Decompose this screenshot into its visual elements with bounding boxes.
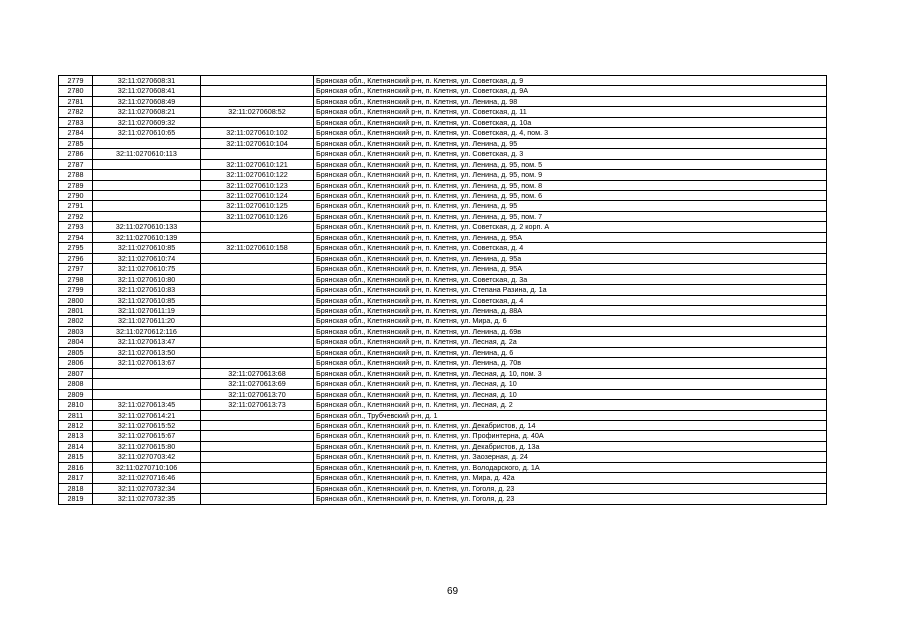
parent-cadastral-number-cell (201, 431, 314, 441)
page-number: 69 (446, 586, 459, 597)
cadastral-number-cell: 32:11:0270615:52 (93, 420, 201, 430)
cadastral-number-cell: 32:11:0270610:74 (93, 253, 201, 263)
address-cell: Брянская обл., Клетнянский р-н, п. Клетня, ул. Советская, д. 4 (314, 295, 827, 305)
parent-cadastral-number-cell: 32:11:0270613:70 (201, 389, 314, 399)
address-cell: Брянская обл., Клетнянский р-н, п. Клетня, ул. Мира, д. 6 (314, 316, 827, 326)
table-row (59, 222, 827, 232)
address-cell: Брянская обл., Клетнянский р-н, п. Клетня, ул. Гоголя, д. 23 (314, 483, 827, 493)
table-row (59, 431, 827, 441)
parent-cadastral-number-cell (201, 295, 314, 305)
row-number-cell: 2809 (59, 389, 93, 399)
parent-cadastral-number-cell (201, 326, 314, 336)
table-row (59, 96, 827, 106)
address-cell: Брянская обл., Клетнянский р-н, п. Клетня, ул. Лесная, д. 2 (314, 400, 827, 410)
address-cell: Брянская обл., Клетнянский р-н, п. Клетня, ул. Ленина, д. 69в (314, 326, 827, 336)
parent-cadastral-number-cell (201, 253, 314, 263)
table-row (59, 107, 827, 117)
row-number-cell: 2784 (59, 128, 93, 138)
table-row (59, 201, 827, 211)
address-cell: Брянская обл., Клетнянский р-н, п. Клетня, ул. Советская, д. 11 (314, 107, 827, 117)
cadastral-number-cell (93, 389, 201, 399)
parent-cadastral-number-cell (201, 285, 314, 295)
row-number-cell: 2788 (59, 170, 93, 180)
table-row (59, 326, 827, 336)
row-number-cell: 2813 (59, 431, 93, 441)
table-row (59, 243, 827, 253)
address-cell: Брянская обл., Клетнянский р-н, п. Клетня, ул. Ленина, д. 95 (314, 201, 827, 211)
row-number-cell: 2797 (59, 264, 93, 274)
parent-cadastral-number-cell: 32:11:0270610:126 (201, 211, 314, 221)
table-row (59, 337, 827, 347)
row-number-cell: 2802 (59, 316, 93, 326)
cadastral-number-cell (93, 368, 201, 378)
row-number-cell: 2780 (59, 86, 93, 96)
parent-cadastral-number-cell (201, 96, 314, 106)
parent-cadastral-number-cell (201, 264, 314, 274)
address-cell: Брянская обл., Клетнянский р-н, п. Клетня, ул. Советская, д. 4 (314, 243, 827, 253)
row-number-cell: 2783 (59, 117, 93, 127)
cadastral-number-cell (93, 159, 201, 169)
row-number-cell: 2818 (59, 483, 93, 493)
cadastral-number-cell: 32:11:0270732:34 (93, 483, 201, 493)
address-cell: Брянская обл., Клетнянский р-н, п. Клетня, ул. Ленина, д. 95, пом. 6 (314, 190, 827, 200)
parent-cadastral-number-cell (201, 232, 314, 242)
table-row (59, 76, 827, 86)
cadastral-number-cell: 32:11:0270611:20 (93, 316, 201, 326)
row-number-cell: 2817 (59, 473, 93, 483)
cadastral-number-cell: 32:11:0270608:31 (93, 76, 201, 86)
parent-cadastral-number-cell (201, 494, 314, 504)
parent-cadastral-number-cell: 32:11:0270610:121 (201, 159, 314, 169)
cadastral-number-cell (93, 180, 201, 190)
parent-cadastral-number-cell (201, 222, 314, 232)
address-cell: Брянская обл., Клетнянский р-н, п. Клетня, ул. Ленина, д. 95А (314, 232, 827, 242)
table-row (59, 190, 827, 200)
row-number-cell: 2806 (59, 358, 93, 368)
parent-cadastral-number-cell (201, 337, 314, 347)
parent-cadastral-number-cell: 32:11:0270610:104 (201, 138, 314, 148)
address-cell: Брянская обл., Клетнянский р-н, п. Клетня, ул. Гоголя, д. 23 (314, 494, 827, 504)
cadastral-number-cell: 32:11:0270610:85 (93, 243, 201, 253)
table-row (59, 149, 827, 159)
cadastral-number-cell: 32:11:0270615:67 (93, 431, 201, 441)
address-cell: Брянская обл., Клетнянский р-н, п. Клетня, ул. Мира, д. 42а (314, 473, 827, 483)
cadastral-number-cell (93, 379, 201, 389)
row-number-cell: 2785 (59, 138, 93, 148)
row-number-cell: 2812 (59, 420, 93, 430)
row-number-cell: 2789 (59, 180, 93, 190)
table-row (59, 180, 827, 190)
address-cell: Брянская обл., Клетнянский р-н, п. Клетня, ул. Степана Разина, д. 1а (314, 285, 827, 295)
table-row (59, 410, 827, 420)
table-row (59, 462, 827, 472)
table-row (59, 347, 827, 357)
address-cell: Брянская обл., Клетнянский р-н, п. Клетня, ул. Ленина, д. 95, пом. 8 (314, 180, 827, 190)
address-cell: Брянская обл., Клетнянский р-н, п. Клетня, ул. Советская, д. 9 (314, 76, 827, 86)
table-row (59, 494, 827, 504)
cadastral-number-cell: 32:11:0270703:42 (93, 452, 201, 462)
cadastral-number-cell: 32:11:0270732:35 (93, 494, 201, 504)
parent-cadastral-number-cell: 32:11:0270613:73 (201, 400, 314, 410)
parent-cadastral-number-cell (201, 420, 314, 430)
row-number-cell: 2798 (59, 274, 93, 284)
table-row (59, 473, 827, 483)
address-cell: Брянская обл., Клетнянский р-н, п. Клетня, ул. Декабристов, д. 13а (314, 441, 827, 451)
row-number-cell: 2815 (59, 452, 93, 462)
address-cell: Брянская обл., Клетнянский р-н, п. Клетня, ул. Ленина, д. 98 (314, 96, 827, 106)
row-number-cell: 2805 (59, 347, 93, 357)
table-row (59, 253, 827, 263)
address-cell: Брянская обл., Клетнянский р-н, п. Клетня, ул. Лесная, д. 10 (314, 389, 827, 399)
table-row (59, 264, 827, 274)
parent-cadastral-number-cell (201, 305, 314, 315)
parent-cadastral-number-cell (201, 86, 314, 96)
cadastral-number-cell: 32:11:0270710:106 (93, 462, 201, 472)
table-row (59, 358, 827, 368)
parent-cadastral-number-cell: 32:11:0270608:52 (201, 107, 314, 117)
address-cell: Брянская обл., Клетнянский р-н, п. Клетня, ул. Лесная, д. 2а (314, 337, 827, 347)
cadastral-number-cell: 32:11:0270611:19 (93, 305, 201, 315)
address-cell: Брянская обл., Клетнянский р-н, п. Клетня, ул. Советская, д. 9А (314, 86, 827, 96)
row-number-cell: 2810 (59, 400, 93, 410)
table-row (59, 400, 827, 410)
parent-cadastral-number-cell (201, 347, 314, 357)
cadastral-number-cell: 32:11:0270610:139 (93, 232, 201, 242)
cadastral-number-cell: 32:11:0270610:85 (93, 295, 201, 305)
parent-cadastral-number-cell (201, 76, 314, 86)
table-row (59, 420, 827, 430)
cadastral-number-cell: 32:11:0270612:116 (93, 326, 201, 336)
address-cell: Брянская обл., Клетнянский р-н, п. Клетня, ул. Советская, д. 3а (314, 274, 827, 284)
row-number-cell: 2795 (59, 243, 93, 253)
cadastral-number-cell: 32:11:0270609:32 (93, 117, 201, 127)
row-number-cell: 2808 (59, 379, 93, 389)
cadastral-number-cell: 32:11:0270608:49 (93, 96, 201, 106)
cadastral-number-cell: 32:11:0270608:41 (93, 86, 201, 96)
parent-cadastral-number-cell (201, 462, 314, 472)
address-cell: Брянская обл., Клетнянский р-н, п. Клетня, ул. Ленина, д. 95, пом. 5 (314, 159, 827, 169)
cadastral-number-cell: 32:11:0270610:133 (93, 222, 201, 232)
address-cell: Брянская обл., Клетнянский р-н, п. Клетня, ул. Ленина, д. 95, пом. 7 (314, 211, 827, 221)
table-row (59, 232, 827, 242)
cadastral-number-cell: 32:11:0270610:113 (93, 149, 201, 159)
parent-cadastral-number-cell (201, 410, 314, 420)
row-number-cell: 2782 (59, 107, 93, 117)
address-cell: Брянская обл., Клетнянский р-н, п. Клетня, ул. Ленина, д. 95а (314, 253, 827, 263)
cadastral-number-cell: 32:11:0270615:80 (93, 441, 201, 451)
cadastral-number-cell: 32:11:0270610:75 (93, 264, 201, 274)
parent-cadastral-number-cell: 32:11:0270610:124 (201, 190, 314, 200)
parent-cadastral-number-cell (201, 483, 314, 493)
cadastral-number-cell: 32:11:0270613:45 (93, 400, 201, 410)
address-cell: Брянская обл., Клетнянский р-н, п. Клетня, ул. Заозерная, д. 24 (314, 452, 827, 462)
address-cell: Брянская обл., Клетнянский р-н, п. Клетня, ул. Декабристов, д. 14 (314, 420, 827, 430)
table-row (59, 138, 827, 148)
row-number-cell: 2801 (59, 305, 93, 315)
cadastral-number-cell: 32:11:0270610:65 (93, 128, 201, 138)
row-number-cell: 2786 (59, 149, 93, 159)
cadastral-number-cell: 32:11:0270608:21 (93, 107, 201, 117)
cadastral-number-cell: 32:11:0270610:83 (93, 285, 201, 295)
cadastral-number-cell: 32:11:0270613:50 (93, 347, 201, 357)
row-number-cell: 2819 (59, 494, 93, 504)
table-row (59, 170, 827, 180)
property-table-body (59, 76, 827, 505)
table-row (59, 274, 827, 284)
row-number-cell: 2796 (59, 253, 93, 263)
row-number-cell: 2804 (59, 337, 93, 347)
parent-cadastral-number-cell (201, 441, 314, 451)
address-cell: Брянская обл., Клетнянский р-н, п. Клетня, ул. Советская, д. 4, пом. 3 (314, 128, 827, 138)
parent-cadastral-number-cell: 32:11:0270613:68 (201, 368, 314, 378)
row-number-cell: 2781 (59, 96, 93, 106)
parent-cadastral-number-cell: 32:11:0270610:122 (201, 170, 314, 180)
table-row (59, 117, 827, 127)
address-cell: Брянская обл., Трубчевский р-н, д. 1 (314, 410, 827, 420)
table-row (59, 379, 827, 389)
address-cell: Брянская обл., Клетнянский р-н, п. Клетня, ул. Лесная, д. 10, пом. 3 (314, 368, 827, 378)
address-cell: Брянская обл., Клетнянский р-н, п. Клетня, ул. Ленина, д. 95, пом. 9 (314, 170, 827, 180)
parent-cadastral-number-cell: 32:11:0270610:158 (201, 243, 314, 253)
address-cell: Брянская обл., Клетнянский р-н, п. Клетня, ул. Советская, д. 10а (314, 117, 827, 127)
row-number-cell: 2816 (59, 462, 93, 472)
parent-cadastral-number-cell: 32:11:0270613:69 (201, 379, 314, 389)
address-cell: Брянская обл., Клетнянский р-н, п. Клетня, ул. Ленина, д. 6 (314, 347, 827, 357)
table-row (59, 389, 827, 399)
table-row (59, 316, 827, 326)
address-cell: Брянская обл., Клетнянский р-н, п. Клетня, ул. Ленина, д. 95А (314, 264, 827, 274)
parent-cadastral-number-cell (201, 316, 314, 326)
parent-cadastral-number-cell (201, 149, 314, 159)
cadastral-number-cell (93, 211, 201, 221)
row-number-cell: 2799 (59, 285, 93, 295)
table-row (59, 295, 827, 305)
cadastral-number-cell (93, 201, 201, 211)
table-row (59, 128, 827, 138)
cadastral-number-cell: 32:11:0270613:47 (93, 337, 201, 347)
address-cell: Брянская обл., Клетнянский р-н, п. Клетня, ул. Ленина, д. 70в (314, 358, 827, 368)
address-cell: Брянская обл., Клетнянский р-н, п. Клетня, ул. Советская, д. 2 корп. А (314, 222, 827, 232)
parent-cadastral-number-cell (201, 117, 314, 127)
row-number-cell: 2794 (59, 232, 93, 242)
table-row (59, 368, 827, 378)
table-row (59, 285, 827, 295)
table-row (59, 86, 827, 96)
row-number-cell: 2790 (59, 190, 93, 200)
row-number-cell: 2792 (59, 211, 93, 221)
cadastral-number-cell (93, 138, 201, 148)
table-row (59, 441, 827, 451)
row-number-cell: 2787 (59, 159, 93, 169)
address-cell: Брянская обл., Клетнянский р-н, п. Клетня, ул. Профинтерна, д. 40А (314, 431, 827, 441)
parent-cadastral-number-cell: 32:11:0270610:125 (201, 201, 314, 211)
row-number-cell: 2803 (59, 326, 93, 336)
row-number-cell: 2779 (59, 76, 93, 86)
table-row (59, 483, 827, 493)
table-row (59, 305, 827, 315)
table-row (59, 159, 827, 169)
cadastral-number-cell: 32:11:0270610:80 (93, 274, 201, 284)
table-row (59, 452, 827, 462)
cadastral-number-cell (93, 190, 201, 200)
property-table (58, 75, 827, 505)
address-cell: Брянская обл., Клетнянский р-н, п. Клетня, ул. Советская, д. 3 (314, 149, 827, 159)
parent-cadastral-number-cell: 32:11:0270610:102 (201, 128, 314, 138)
cadastral-number-cell: 32:11:0270716:46 (93, 473, 201, 483)
address-cell: Брянская обл., Клетнянский р-н, п. Клетня, ул. Ленина, д. 88А (314, 305, 827, 315)
cadastral-number-cell: 32:11:0270614:21 (93, 410, 201, 420)
parent-cadastral-number-cell (201, 358, 314, 368)
row-number-cell: 2791 (59, 201, 93, 211)
cadastral-number-cell (93, 170, 201, 180)
cadastral-number-cell: 32:11:0270613:67 (93, 358, 201, 368)
row-number-cell: 2811 (59, 410, 93, 420)
parent-cadastral-number-cell (201, 452, 314, 462)
row-number-cell: 2814 (59, 441, 93, 451)
parent-cadastral-number-cell: 32:11:0270610:123 (201, 180, 314, 190)
row-number-cell: 2800 (59, 295, 93, 305)
address-cell: Брянская обл., Клетнянский р-н, п. Клетня, ул. Ленина, д. 95 (314, 138, 827, 148)
row-number-cell: 2793 (59, 222, 93, 232)
table-row (59, 211, 827, 221)
parent-cadastral-number-cell (201, 274, 314, 284)
parent-cadastral-number-cell (201, 473, 314, 483)
row-number-cell: 2807 (59, 368, 93, 378)
address-cell: Брянская обл., Клетнянский р-н, п. Клетня, ул. Володарского, д. 1А (314, 462, 827, 472)
address-cell: Брянская обл., Клетнянский р-н, п. Клетня, ул. Лесная, д. 10 (314, 379, 827, 389)
